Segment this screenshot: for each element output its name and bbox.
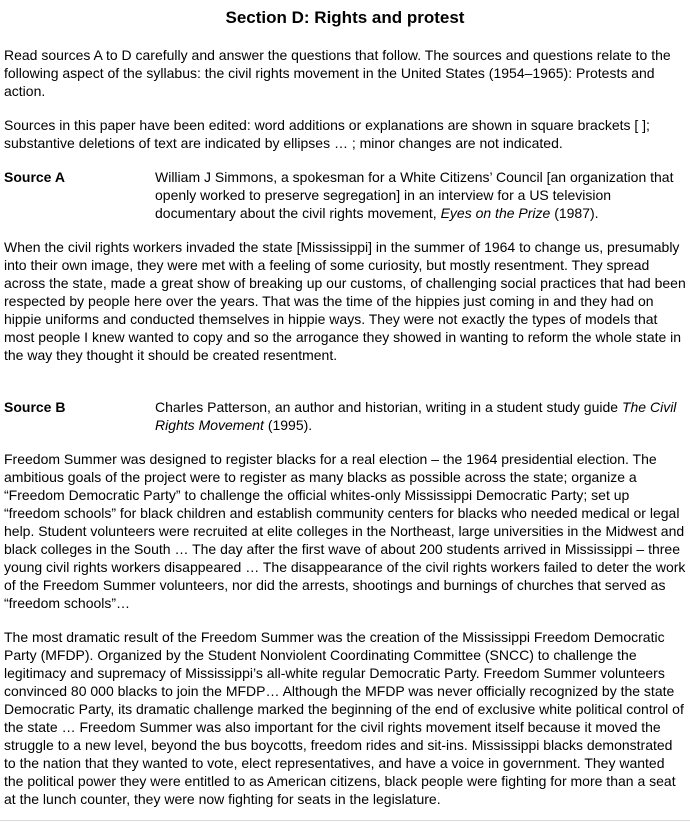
source-b-header xyxy=(4,398,686,434)
source-b-desc-text: Charles Patterson, an author and historian, writing in a student study guide xyxy=(155,399,622,415)
source-a-description xyxy=(155,168,686,222)
editing-note: Sources in this paper have been edited: word additions or explanations are shown in square brackets [ ]; substantive deletions of text are indicated by ellipses … ; minor changes are not indicated. xyxy=(4,117,650,151)
source-a-label: Source A xyxy=(4,169,65,185)
source-a-header xyxy=(4,168,686,222)
source-b-paragraph-2: The most dramatic result of the Freedom Summer was the creation of the Mississippi Freedom Democratic Party (MFDP). Organized by the Student Nonviolent Coordinating Committee (SNCC) to challenge the legitimacy and supremacy of Mississippi’s all-white regular Democratic Party. Freedom Summer volunteers convinced 80 000 blacks to join the MFDP… Although the MFDP was never officially recognized by the state Democratic Party, its dramatic challenge marked the beginning of the end of exclusive white political control of the state … Freedom Summer was also important for the civil rights movement itself because it moved the struggle to a new level, beyond the bus boycotts, freedom rides and sit-ins. Mississippi blacks demonstrated to the nation that they wanted to vote, elect representatives, and have a voice in government. They wanted the political power they were entitled to as American citizens, black people were fighting for more than a seat at the lunch counter, they were now fighting for seats in the legislature. xyxy=(4,629,684,807)
source-a-text: When the civil rights workers invaded the state [Mississippi] in the summer of 1964 to change us, presumably into their own image, they were met with a feeling of some curiosity, but mostly resentment. They spread across the state, made a great show of breaking up our customs, of challenging social practices that had been respected by people here over the years. That was the time of the hippies just coming in and they had on hippie uniforms and conducted themselves in hippie ways. They were not exactly the types of models that most people I knew wanted to copy and so the arrogance they showed in wanting to reform the whole state in the way they thought it should be created resentment. xyxy=(4,239,686,363)
spacer xyxy=(4,380,686,398)
section-heading: Section D: Rights and protest xyxy=(225,8,465,27)
source-b-label: Source B xyxy=(4,399,66,415)
source-a-desc-text: William J Simmons, a spokesman for a White Citizens’ Council [an organization that openly worked to preserve segregation] in an interview for a US television documentary about the civil rights movement, xyxy=(155,169,674,221)
source-a-desc-date: (1987). xyxy=(550,205,599,221)
source-b-desc-date: (1995). xyxy=(263,417,313,433)
source-b-paragraph-1: Freedom Summer was designed to register blacks for a real election – the 1964 presidential election. The ambitious goals of the project were to register as many blacks as possible across the state; organize a “Freedom Democratic Party” to challenge the official whites-only Mississippi Democratic Party; set up “freedom schools” for black children and establish community centers for blacks who needed medical or legal help. Student volunteers were recruited at elite colleges in the Northeast, large universities in the Midwest and black colleges in the South … The day after the first wave of about 200 students arrived in Mississippi – three young civil rights workers disappeared … The disappearance of the civil rights workers failed to deter the work of the Freedom Summer volunteers, nor did the arrests, shootings and burnings of churches that served as “freedom schools”… xyxy=(4,451,686,611)
instructions-paragraph: Read sources A to D carefully and answer the questions that follow. The sources and questions relate to the following aspect of the syllabus: the civil rights movement in the United States (1954–1965): Protests and action. xyxy=(4,47,671,99)
page-bottom-rule xyxy=(0,820,690,821)
source-b-description xyxy=(155,398,686,434)
source-a-desc-title: Eyes on the Prize xyxy=(440,205,551,221)
source-b-desc-title: The Civil Rights Movement xyxy=(155,399,677,433)
